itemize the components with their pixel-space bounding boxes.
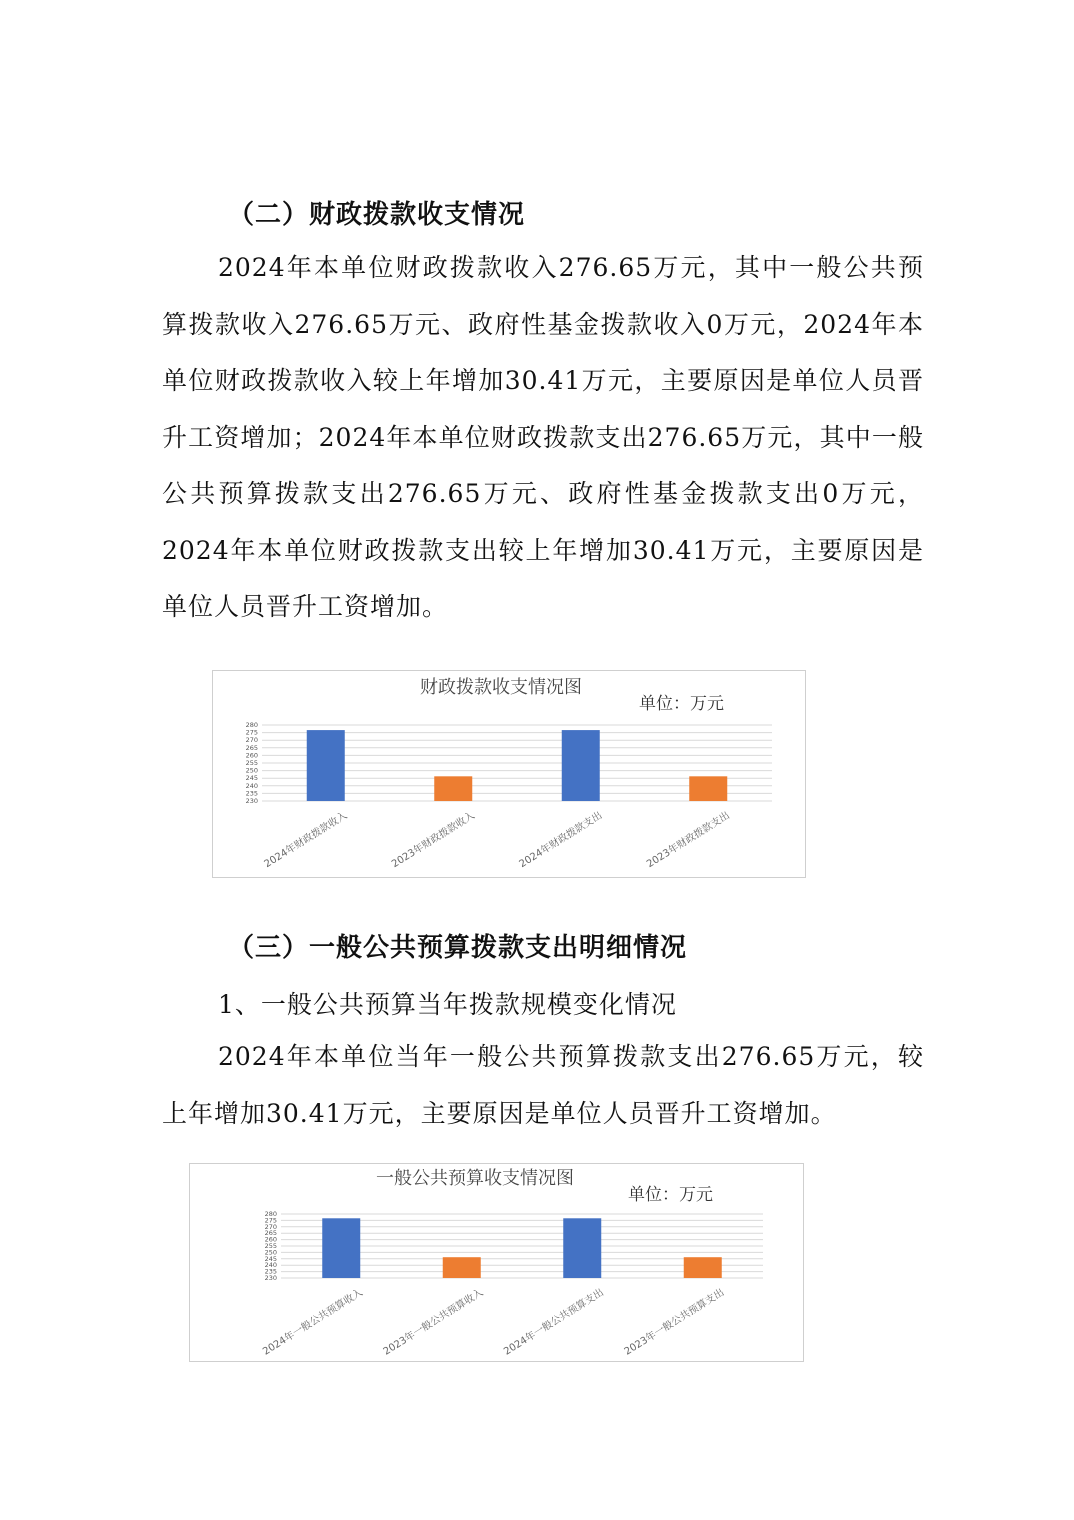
y-tick-label: 275	[264, 1216, 277, 1225]
chart-unit-label: 单位：万元	[639, 694, 724, 714]
chart-general-budget-plot	[190, 1164, 803, 1361]
x-tick-label: 2023年一般公共预算收入	[381, 1287, 486, 1358]
chart-general-budget	[189, 1163, 804, 1362]
y-tick-label: 270	[245, 736, 258, 745]
x-tick-label: 2023年财政拨款收入	[390, 810, 477, 871]
bar	[443, 1257, 481, 1278]
bar	[562, 730, 600, 801]
x-tick-label: 2023年财政拨款支出	[645, 810, 732, 871]
y-tick-label: 230	[245, 797, 258, 805]
y-tick-label: 240	[245, 781, 258, 790]
bar	[689, 776, 727, 801]
x-tick-label: 2024年财政拨款支出	[517, 810, 605, 871]
y-tick-label: 230	[264, 1274, 277, 1282]
chart-unit-label: 单位：万元	[628, 1185, 713, 1205]
y-tick-label: 260	[245, 751, 258, 760]
x-tick-label: 2023年一般公共预算支出	[622, 1287, 727, 1358]
y-tick-label: 280	[264, 1210, 277, 1218]
y-tick-label: 265	[264, 1229, 277, 1238]
y-tick-label: 235	[264, 1267, 277, 1276]
y-tick-label: 270	[264, 1222, 277, 1231]
y-tick-label: 250	[264, 1248, 277, 1257]
y-tick-label: 275	[245, 728, 258, 737]
bar	[684, 1257, 722, 1278]
y-tick-label: 240	[264, 1261, 277, 1270]
section-heading-general-budget: （三）一般公共预算拨款支出明细情况	[228, 933, 688, 963]
bar	[563, 1218, 601, 1278]
bar	[434, 776, 472, 801]
y-tick-label: 250	[245, 766, 258, 775]
y-tick-label: 235	[245, 789, 258, 798]
x-tick-label: 2024年财政拨款收入	[262, 810, 350, 871]
y-tick-label: 245	[245, 774, 258, 783]
subheading-general-budget-scale: 1、一般公共预算当年拨款规模变化情况	[218, 990, 677, 1019]
y-tick-label: 255	[245, 759, 258, 767]
x-tick-label: 2024年一般公共预算支出	[502, 1287, 606, 1358]
bar	[322, 1218, 360, 1278]
chart-title: 财政拨款收支情况图	[420, 677, 582, 698]
chart-fiscal-appropriation-plot	[213, 671, 805, 877]
y-tick-label: 265	[245, 743, 258, 752]
chart-title: 一般公共预算收支情况图	[376, 1168, 574, 1189]
section-heading-fiscal-appropriation: （二）财政拨款收支情况	[228, 200, 526, 230]
y-tick-label: 255	[264, 1242, 277, 1250]
paragraph-general-budget: 2024年本单位当年一般公共预算拨款支出276.65万元，较上年增加30.41万元，主要原因是单位人员晋升工资增加。	[162, 1042, 924, 1128]
paragraph-fiscal-appropriation: 2024年本单位财政拨款收入276.65万元，其中一般公共预算拨款收入276.65万元、政府性基金拨款收入0万元，2024年本单位财政拨款收入较上年增加30.41万元，主要原因是单位人员晋升工资增加；2024年本单位财政拨款支出276.65万元，其中一般公共预算拨款支出276.65万元、政府性基金拨款支出0万元，2024年本单位财政拨款支出较上年增加30.41万元，主要原因是单位人员晋升工资增加。	[162, 253, 924, 621]
y-tick-label: 260	[264, 1235, 277, 1244]
bar	[307, 730, 345, 801]
chart-fiscal-appropriation	[212, 670, 806, 878]
y-tick-label: 280	[245, 721, 258, 729]
y-tick-label: 245	[264, 1254, 277, 1263]
x-tick-label: 2024年一般公共预算收入	[261, 1287, 365, 1358]
